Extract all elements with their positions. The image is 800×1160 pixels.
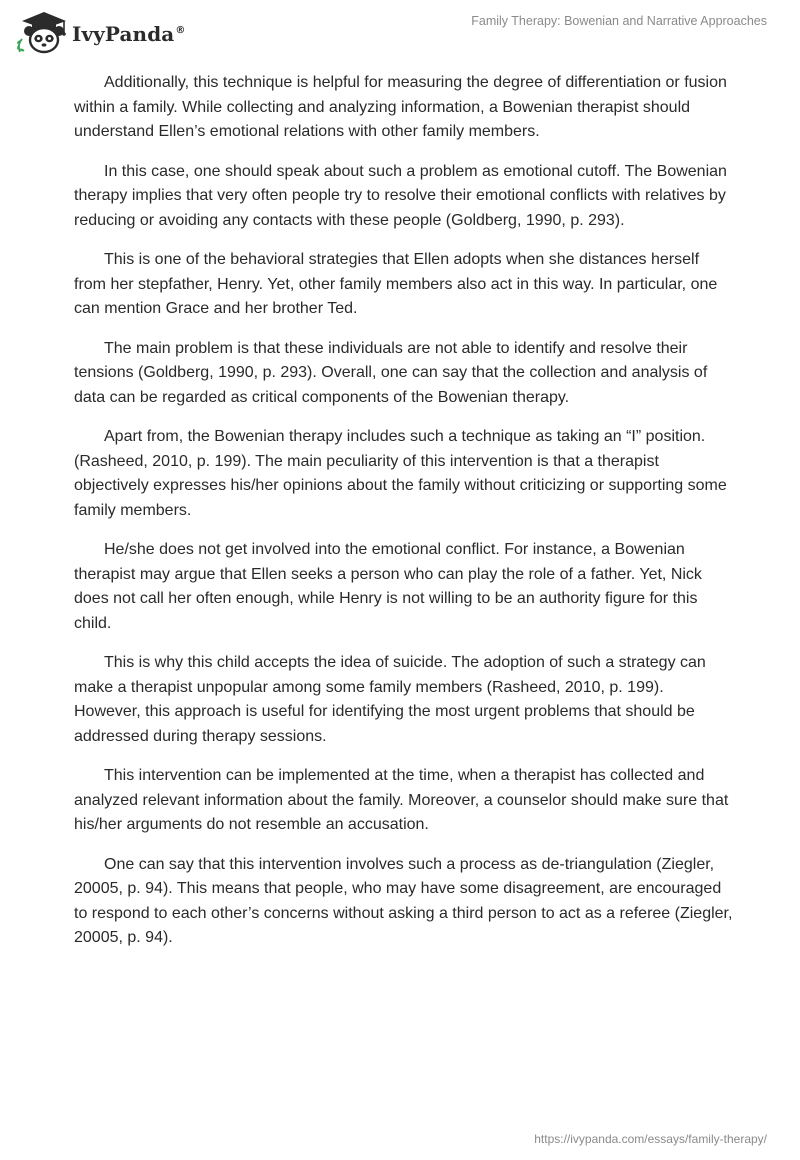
source-url-link[interactable]: https://ivypanda.com/essays/family-therapy/ bbox=[534, 1132, 767, 1146]
paragraph: This intervention can be implemented at the time, when a therapist has collected and analyzed relevant information about the family. Moreover, a counselor should make sure that his/her arguments do not resemble an accusation. bbox=[74, 767, 729, 833]
page-header bbox=[0, 0, 800, 64]
paragraph: This is why this child accepts the idea of suicide. The adoption of such a strategy can make a therapist unpopular among some family members (Rasheed, 2010, p. 199). However, this approach is useful for identifying the most urgent problems that should be addressed during therapy sessions. bbox=[74, 654, 706, 745]
paragraph: One can say that this intervention involves such a process as de-triangulation (Ziegler, 20005, p. 94). This means that people, who may have some disagreement, are encouraged to respond to each other’s concerns without asking a third person to act as a referee (Ziegler, 20005, p. 94). bbox=[74, 855, 733, 946]
registered-mark: ® bbox=[175, 25, 186, 37]
paragraph: Apart from, the Bowenian therapy includes such a technique as taking an “I” position. (Rasheed, 2010, p. 199). The main peculiarity of this intervention is that a therapist objectively expresses his/her opinions about the family without criticizing or supporting some family members. bbox=[74, 428, 727, 519]
paragraph: He/she does not get involved into the emotional conflict. For instance, a Bowenian therapist may argue that Ellen seeks a person who can play the role of a father. Yet, Nick does not call her often enough, while Henry is not willing to be an authority figure for this child. bbox=[74, 541, 702, 632]
paragraph: Additionally, this technique is helpful for measuring the degree of differentiation or fusion within a family. While collecting and analyzing information, a Bowenian therapist should understand Ellen’s emotional relations with other family members. bbox=[74, 74, 727, 140]
document-title: Family Therapy: Bowenian and Narrative Approaches bbox=[471, 14, 767, 28]
paragraph: In this case, one should speak about such a problem as emotional cutoff. The Bowenian therapy implies that very often people try to resolve their emotional conflicts with relatives by reducing or avoiding any contacts with these people (Goldberg, 1990, p. 293). bbox=[74, 162, 727, 229]
brand-name: IvyPanda® bbox=[72, 22, 186, 46]
panda-graduation-cap-icon bbox=[14, 9, 68, 55]
paragraph: The main problem is that these individuals are not able to identify and resolve their tensions (Goldberg, 1990, p. 293). Overall, one can say that the collection and analysis of data can be regarded as critical components of the Bowenian therapy. bbox=[74, 339, 708, 406]
essay-body bbox=[74, 71, 734, 966]
paragraph: This is one of the behavioral strategies that Ellen adopts when she distances herself from her stepfather, Henry. Yet, other family members also act in this way. In particular, one can mention Grace and her brother Ted. bbox=[74, 251, 718, 317]
ivypanda-logo[interactable] bbox=[14, 8, 185, 56]
